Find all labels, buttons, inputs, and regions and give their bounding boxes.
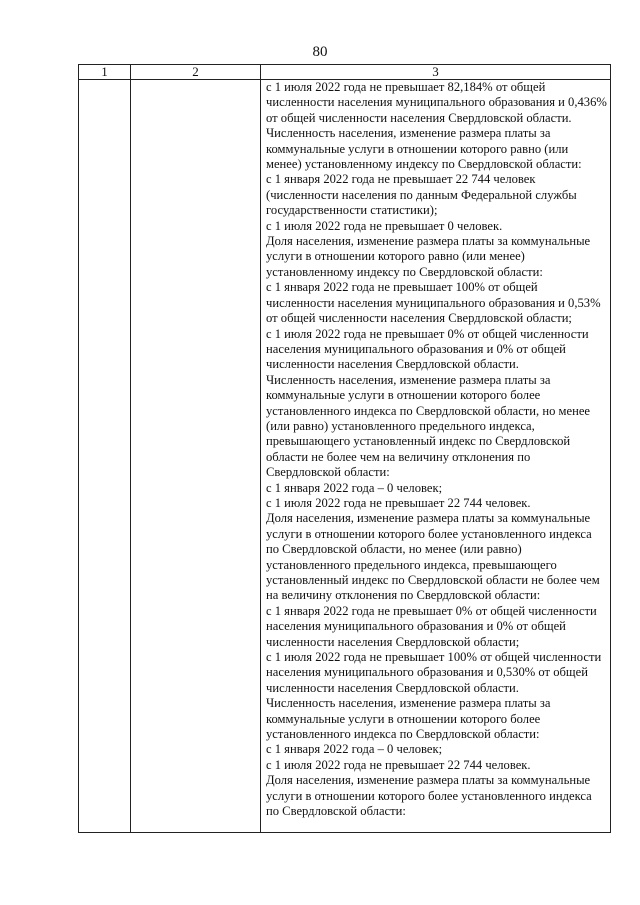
document-table — [78, 64, 611, 833]
paragraph: с 1 июля 2022 года не превышает 0% от общей численности населения муниципального образования и 0% от общей численности населения Свердловской области. — [266, 326, 589, 372]
paragraph: с 1 января 2022 года не превышает 22 744 человек (численности населения по данным Федеральной службы государственности статистики); — [266, 172, 577, 218]
paragraph: Численность населения, изменение размера платы за коммунальные услуги в отношении которого более установленного индекса по Свердловской области, но менее (или равно) установленного предельного индекса, превышающего установленный индекс по Свердловской области не более чем на величину отклонения по Свердловской области: — [266, 372, 591, 480]
paragraph: Численность населения, изменение размера платы за коммунальные услуги в отношении которого более установленного индекса по Свердловской области: — [266, 696, 551, 742]
column-header-1: 1 — [79, 65, 131, 80]
paragraph: с 1 июля 2022 года не превышает 100% от общей численности населения муниципального образования и 0,530% от общей численности населения Свердловской области. — [266, 650, 602, 695]
paragraph: Доля населения, изменение размера платы за коммунальные услуги в отношении которого более установленного индекса по Свердловской области, но менее (или равно) установленного предельного индекса, превышающего установленный индекс по Свердловской области не более чем на величину отклонения по Свердловской области: — [266, 511, 600, 603]
paragraph: Численность населения, изменение размера платы за коммунальные услуги в отношении которого равно (или менее) установленному индексу по Свердловской области: — [266, 126, 582, 172]
column-2-cell — [131, 80, 261, 833]
paragraph: с 1 июля 2022 года не превышает 0 человек. — [266, 218, 503, 233]
paragraph: с 1 июля 2022 года не превышает 82,184% от общей численности населения муниципального образования и 0,436% от общей численности населения Свердловской области. — [266, 80, 607, 125]
page-number: 80 — [312, 44, 328, 60]
table-header-row — [79, 65, 611, 80]
paragraph: с 1 июля 2022 года не превышает 22 744 человек. — [266, 495, 531, 510]
column-3-cell — [261, 80, 611, 833]
table-row — [79, 80, 611, 833]
paragraph: с 1 июля 2022 года не превышает 22 744 человек. — [266, 757, 531, 772]
paragraph: с 1 января 2022 года – 0 человек; — [266, 742, 443, 757]
paragraph: с 1 января 2022 года – 0 человек; — [266, 480, 443, 495]
column-1-cell — [79, 80, 131, 833]
column-header-2: 2 — [131, 65, 261, 80]
paragraph: Доля населения, изменение размера платы за коммунальные услуги в отношении которого равно (или менее) установленному индексу по Свердловской области: — [266, 234, 591, 279]
column-header-3: 3 — [261, 65, 611, 80]
paragraph: Доля населения, изменение размера платы за коммунальные услуги в отношении которого более установленного индекса по Свердловской области: — [266, 773, 592, 819]
paragraph: с 1 января 2022 года не превышает 0% от общей численности населения муниципального образования и 0% от общей численности населения Свердловской области; — [266, 603, 597, 649]
paragraph: с 1 января 2022 года не превышает 100% от общей численности населения муниципального образования и 0,53% от общей численности населения Свердловской области; — [266, 280, 601, 326]
